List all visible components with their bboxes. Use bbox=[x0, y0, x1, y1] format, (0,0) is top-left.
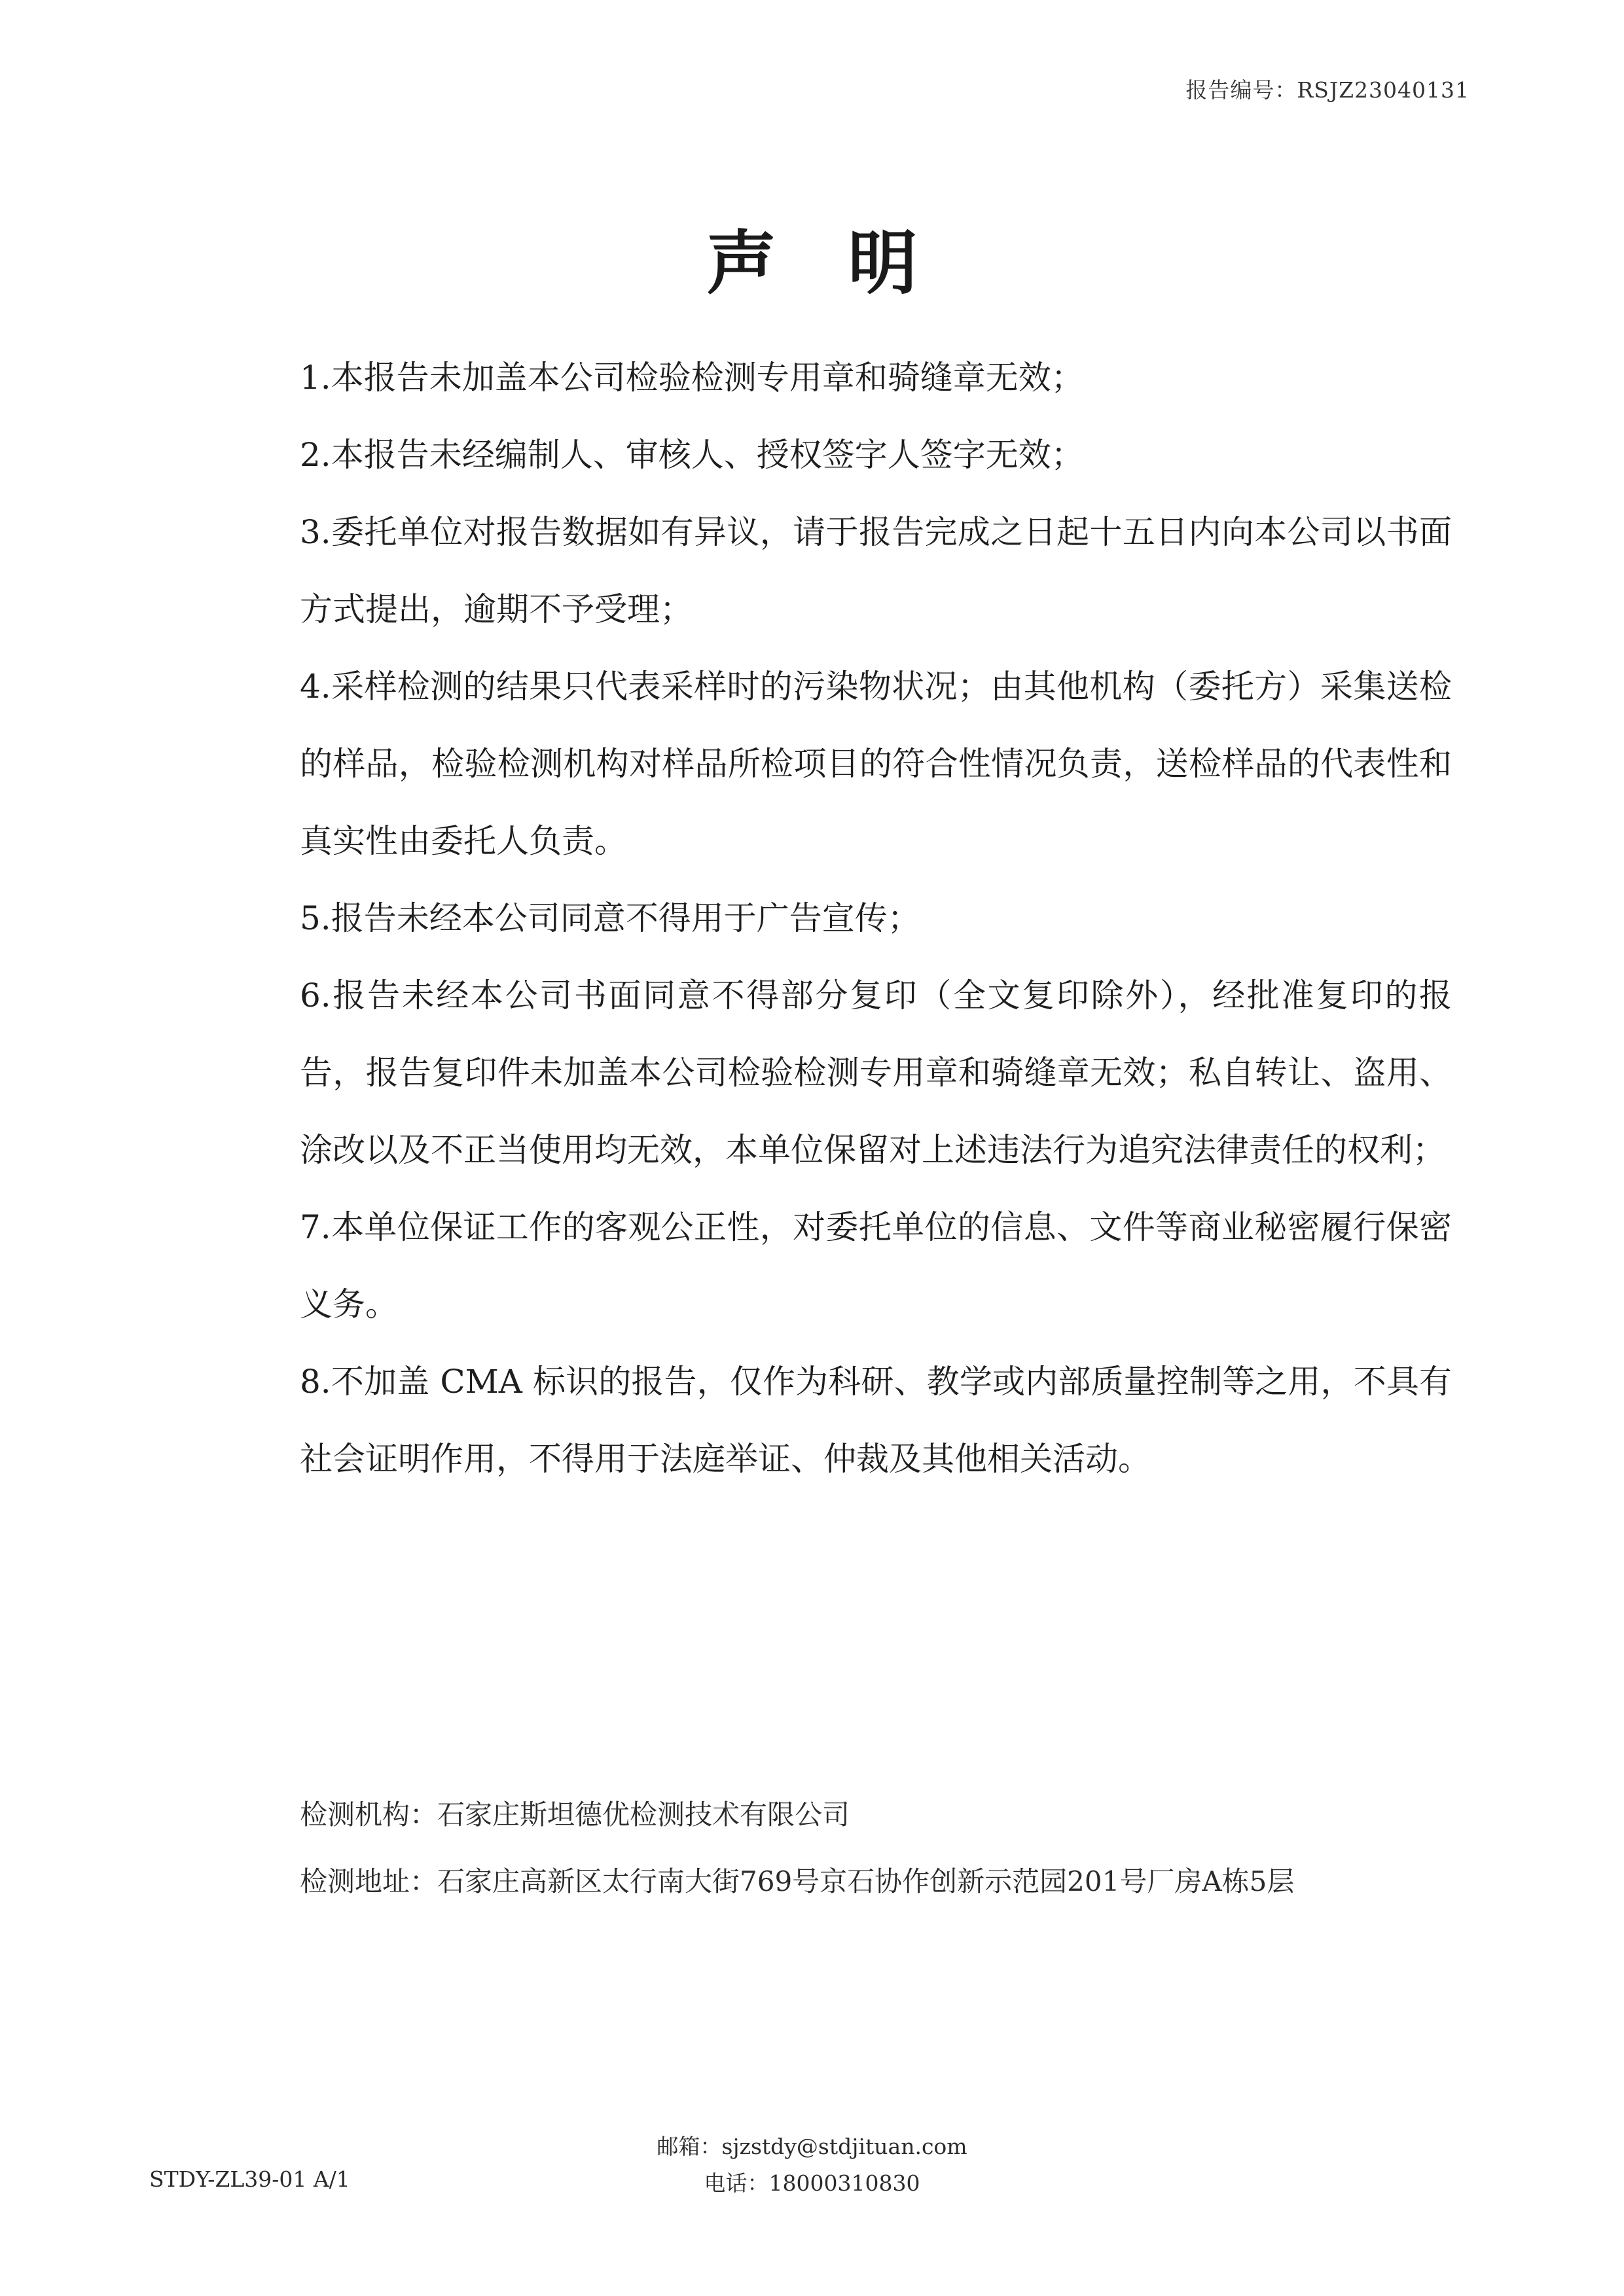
statement-item-5: 5.报告未经本公司同意不得用于广告宣传； bbox=[300, 899, 920, 937]
form-code: STDY-ZL39-01 A/1 bbox=[149, 2166, 350, 2192]
statement-item-1: 1.本报告未加盖本公司检验检测专用章和骑缝章无效； bbox=[300, 359, 1084, 397]
statement-item-3: 3.委托单位对报告数据如有异议，请于报告完成之日起十五日内向本公司以书面方式提出，逾期不予受理； bbox=[300, 513, 1452, 628]
statement-item-6: 6.报告未经本公司书面同意不得部分复印（全文复印除外），经批准复印的报告，报告复印件未加盖本公司检验检测专用章和骑缝章无效；私自转让、盗用、涂改以及不正当使用均无效，本单位保留对上述违法行为追究法律责任的权利； bbox=[300, 977, 1452, 1169]
footer-phone: 电话：18000310830 bbox=[704, 2170, 920, 2196]
organization-address: 检测地址：石家庄高新区太行南大街769号京石协作创新示范园201号厂房A栋5层 bbox=[300, 1865, 1295, 1897]
footer-email: 邮箱：sjzstdy@stdjituan.com bbox=[657, 2134, 967, 2159]
statement-item-7: 7.本单位保证工作的客观公正性，对委托单位的信息、文件等商业秘密履行保密义务。 bbox=[300, 1208, 1452, 1323]
statement-item-2: 2.本报告未经编制人、审核人、授权签字人签字无效； bbox=[300, 436, 1084, 474]
statement-list bbox=[300, 339, 1452, 1498]
organization-info bbox=[300, 1782, 1294, 1915]
organization-name: 检测机构：石家庄斯坦德优检测技术有限公司 bbox=[300, 1799, 850, 1831]
page-title: 声明 bbox=[706, 222, 990, 304]
report-number: 报告编号：RSJZ23040131 bbox=[1185, 77, 1470, 103]
statement-item-4: 4.采样检测的结果只代表采样时的污染物状况；由其他机构（委托方）采集送检的样品，检验检测机构对样品所检项目的符合性情况负责，送检样品的代表性和真实性由委托人负责。 bbox=[300, 668, 1452, 860]
statement-item-8: 8.不加盖 CMA 标识的报告，仅作为科研、教学或内部质量控制等之用，不具有社会证明作用，不得用于法庭举证、仲裁及其他相关活动。 bbox=[300, 1363, 1452, 1478]
